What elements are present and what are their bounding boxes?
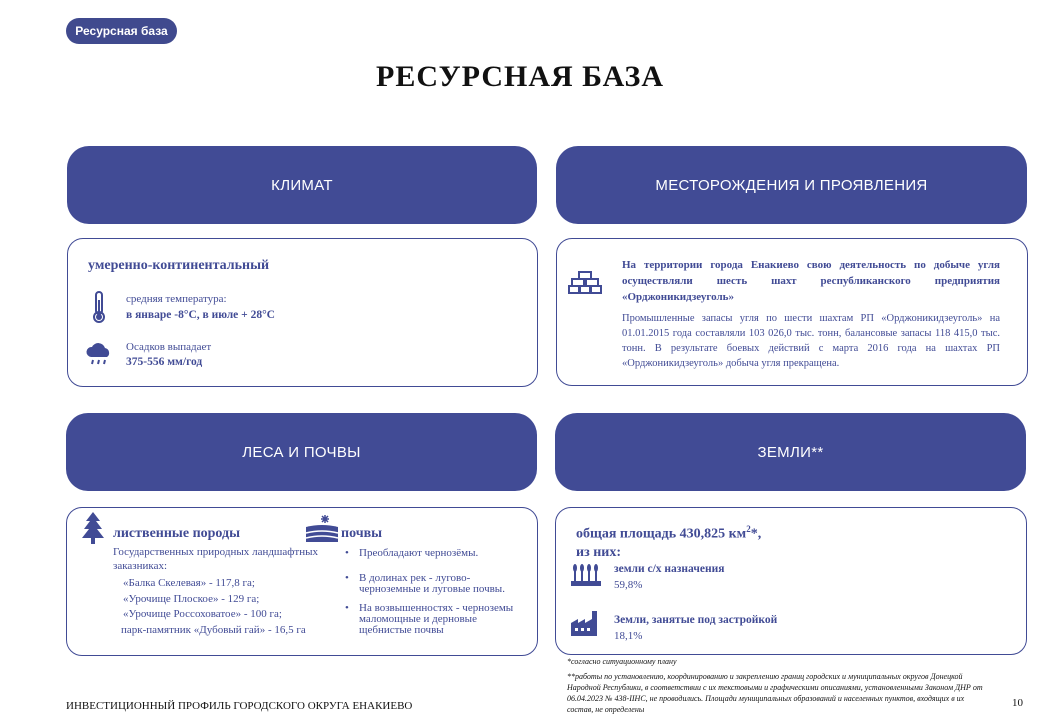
- rain-cloud-icon: [85, 342, 113, 373]
- deposits-text: Промышленные запасы угля по шести шахтам РП «Орджоникидзеуголь» на 01.01.2015 года составляли 103 026,0 тыс. тонн, балансовые запасы 118 415,0 тыс. тонн. В результате боевых действий с марта 2016 года на шахтах РП «Орджоникидзеуголь» добыча угля прекращена.: [622, 313, 1000, 369]
- land-item-value: 18,1%: [614, 630, 643, 642]
- deposits-header: МЕСТОРОЖДЕНИЯ И ПРОЯВЛЕНИЯ: [556, 146, 1027, 224]
- wheat-icon: [570, 562, 602, 593]
- gold-bars-icon: [568, 270, 602, 299]
- page-title: РЕСУРСНАЯ БАЗА: [376, 60, 664, 93]
- precip-label: Осадков выпадает: [126, 341, 212, 353]
- field-icon: [305, 513, 339, 548]
- trees-text: Государственных природных ландшафтных заказниках:: [113, 546, 318, 572]
- soil-item: • В долинах рек - лугово-черноземные и луговые почвы.: [359, 573, 520, 595]
- soils-list: [345, 548, 520, 644]
- forests-header: ЛЕСА И ПОЧВЫ: [66, 413, 537, 491]
- total-area-unit-sup: 2: [746, 524, 751, 534]
- climate-type: умеренно-континентальный: [88, 258, 270, 273]
- soils-title: почвы: [341, 526, 383, 541]
- climate-header: КЛИМАТ: [67, 146, 537, 224]
- section-badge: Ресурсная база: [66, 18, 177, 44]
- soil-item: • Преобладают чернозёмы.: [359, 548, 520, 559]
- total-area: [576, 524, 761, 543]
- page-number: 10: [1012, 697, 1023, 709]
- trees-title: лиственные породы: [113, 526, 241, 541]
- of-which: из них:: [576, 545, 621, 560]
- reserve-item: «Урочище Россоховатое» - 100 га;: [123, 608, 282, 620]
- precip-value: 375-556 мм/год: [126, 356, 203, 368]
- total-area-suffix: *,: [750, 526, 762, 542]
- factory-icon: [570, 609, 600, 642]
- footer-title: ИНВЕСТИЦИОННЫЙ ПРОФИЛЬ ГОРОДСКОГО ОКРУГА ЕНАКИЕВО: [66, 700, 413, 712]
- thermometer-icon: [89, 290, 109, 329]
- reserve-item: «Урочище Плоское» - 129 га;: [123, 592, 260, 605]
- land-item-label: земли с/х назначения: [614, 563, 725, 575]
- temp-label: средняя температура:: [126, 293, 227, 305]
- footnote-2: **работы по установлению, координированию и закреплению границ городских и муниципальных округов Донецкой Народной Республики, в соответствии с их текстовыми и графическими описаниями, установленными Законом ДНР от 06.04.2023 № 438-ІІНС, не проводились. Площади муниципальных образований и населенных пунктов, входящих в их состав, не определены: [567, 672, 983, 714]
- footnote-1: *согласно ситуационному плану: [567, 657, 677, 666]
- reserves-list: [113, 576, 318, 638]
- land-item-value: 59,8%: [614, 579, 643, 591]
- total-area-text: общая площадь 430,825 км: [576, 526, 747, 542]
- lands-header: ЗЕМЛИ**: [555, 413, 1026, 491]
- tree-icon: [81, 511, 105, 550]
- deposits-lead: На территории города Енакиево свою деятельность по добыче угля осуществляли шесть шахт республиканского предприятия «Орджоникидзеуголь»: [622, 259, 1000, 303]
- reserve-item: парк-памятник «Дубовый гай» - 16,5 га: [121, 623, 306, 636]
- soil-item: • На возвышенностях - черноземы маломощные и дерновые щебнистые почвы: [359, 603, 520, 636]
- reserve-item: «Балка Скелевая» - 117,8 га;: [123, 577, 255, 589]
- temp-value: в январе -8°С, в июле + 28°С: [126, 309, 275, 321]
- land-item-label: Земли, занятые под застройкой: [614, 614, 778, 626]
